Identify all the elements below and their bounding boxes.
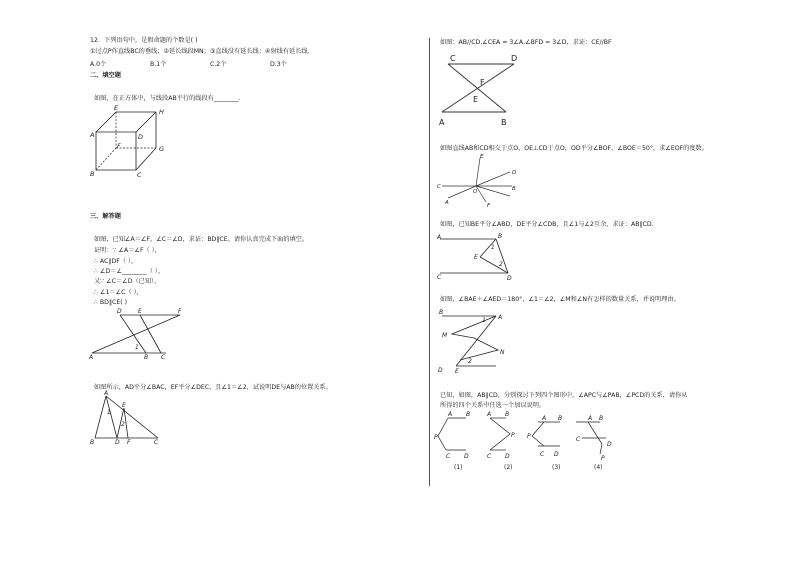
q3-right-stem: 如图，已知BE平分∠ABD，DE平分∠CDB，且∠1与∠2互余，求证：AB∥CD.	[440, 221, 654, 228]
cube-label-h: H	[159, 108, 164, 116]
tri-label-e: E	[122, 402, 126, 409]
int-label-f: F	[487, 203, 491, 209]
zigzag-figure	[436, 306, 516, 376]
f2-label-p: P	[511, 432, 515, 439]
q4-right-stem: 如图，∠BAE＋∠AED＝180°，∠1＝∠2，∠M和∠N有怎样的数量关系，并说明理由。	[440, 296, 680, 303]
q5-right-stem-2: 所得的四个关系中任选一个加以说明。	[440, 402, 546, 409]
proof-label-1: 1	[135, 344, 139, 351]
q12-option-b: B.1个	[150, 61, 167, 68]
cube-label-a: A	[90, 131, 95, 139]
zz-label-d: D	[438, 367, 443, 374]
q4-left-stem: 如图所示，AD平分∠BAC，EF平分∠DEC，且∠1＝∠2，试说明DE与AB的位置关系。	[94, 384, 332, 391]
int-label-b: B	[512, 186, 516, 192]
proof-line-3: ∴ ∠D＝∠________（ ），	[94, 268, 165, 275]
f3-label-d: D	[554, 451, 559, 458]
tri-label-1: 1	[107, 409, 111, 416]
f4-label-b: B	[599, 415, 604, 422]
bisector-parallel-figure	[436, 229, 516, 283]
cube-label-f: F	[117, 142, 121, 150]
bp-label-c: C	[437, 274, 442, 281]
bp-label-a: A	[437, 234, 442, 241]
q12-option-a: A.0个	[90, 61, 107, 68]
tri-label-f: F	[127, 439, 131, 446]
f1-label-c: C	[446, 453, 451, 460]
cross-label-c: C	[450, 54, 456, 63]
cube-label-c: C	[137, 171, 142, 179]
angle-bisector-figure	[88, 392, 168, 446]
zz-label-b: B	[439, 309, 444, 316]
q1-right-stem: 如图：AB//CD,∠CEA = 3∠A,∠BFD = 3∠D，求证：CE//BF	[440, 39, 612, 46]
column-divider	[429, 38, 430, 486]
int-label-o: O	[473, 189, 478, 195]
cross-label-e: E	[473, 95, 479, 104]
f4-label-a: A	[588, 415, 593, 422]
caption-1: (1)	[454, 464, 463, 471]
f2-label-a: A	[487, 411, 492, 418]
cross-label-f: F	[480, 78, 485, 87]
int-label-e: E	[480, 154, 484, 160]
zz-label-m: M	[442, 332, 448, 339]
proof-figure	[88, 309, 188, 359]
proof-label-b: B	[144, 354, 149, 361]
f3-label-p: P	[527, 433, 531, 440]
zz-label-a: A	[498, 314, 503, 321]
f2-label-b: B	[505, 411, 510, 418]
zz-label-e: E	[455, 368, 459, 375]
fill-question: 如图，在正方体中，与线段AB平行的线段有________.	[94, 95, 241, 102]
f4-label-p: P	[601, 455, 605, 462]
section-2-heading: 二、填空题	[90, 72, 121, 79]
tri-label-2: 2	[121, 421, 125, 428]
f3-label-b: B	[558, 415, 563, 422]
caption-3: (3)	[552, 464, 561, 471]
int-label-c: C	[437, 184, 441, 190]
section-3-heading: 三、解答题	[90, 213, 121, 220]
bp-label-d: D	[507, 275, 512, 282]
q12-option-c: C.2个	[210, 61, 227, 68]
f4-label-d: D	[607, 441, 612, 448]
proof-label-e: E	[138, 308, 142, 315]
q2-right-stem: 如图直线AB和CD相交于点O，OE⊥CD于点O，OD平分∠BOF，∠BOE＝50°，求∠EOF的度数。	[440, 145, 708, 152]
intersecting-lines-figure	[436, 152, 526, 208]
int-label-d: D	[512, 170, 517, 176]
proof-line-4: 又∵ ∠C＝∠D（已知），	[94, 278, 161, 285]
cube-figure	[88, 104, 178, 182]
q12-option-d: D.3个	[270, 61, 287, 68]
cross-label-d: D	[511, 54, 518, 63]
caption-4: (4)	[594, 464, 603, 471]
tri-label-b: B	[90, 439, 95, 446]
f1-label-a: A	[448, 411, 453, 418]
proof-label-f: F	[178, 308, 182, 315]
q12-stem: 12．下列语句中，是假命题的个数是( )	[90, 37, 198, 44]
f3-label-a: A	[542, 415, 547, 422]
f1-label-b: B	[466, 411, 471, 418]
q12-items: ①过点P作直线BC的垂线；②延长线段MN；③直线没有延长线；④射线有延长线．	[90, 48, 314, 55]
int-label-a: A	[445, 200, 449, 206]
proof-label-d: D	[117, 308, 122, 315]
proof-line-2: ∴ AC∥DF（ ），	[94, 258, 138, 265]
q5-right-stem-1: 已知，如图，AB∥CD，分别探讨下列四个图形中，∠APC与∠PAB，∠PCD的关系，请你从	[440, 392, 688, 399]
proof-line-1: 证明：∵ ∠A＝∠F（ ），	[94, 247, 161, 254]
bp-label-e: E	[474, 254, 478, 261]
bp-label-1: 1	[491, 244, 495, 251]
caption-2: (2)	[504, 464, 513, 471]
cross-label-a: A	[439, 118, 445, 127]
proof-stem: 如图，已知∠A＝∠F，∠C＝∠D，求证：BD∥CE。请你认真完成下面的填空。	[94, 236, 309, 243]
zz-label-2: 2	[468, 358, 472, 365]
f2-label-c: C	[487, 453, 492, 460]
proof-label-a: A	[89, 354, 94, 361]
four-figures	[434, 410, 624, 472]
cube-label-g: G	[159, 145, 165, 153]
tri-label-a: A	[104, 390, 109, 397]
tri-label-c: C	[154, 439, 159, 446]
cube-label-d: D	[138, 133, 144, 141]
tri-label-d: D	[115, 439, 120, 446]
f1-label-p: P	[434, 434, 438, 441]
f3-label-c: C	[540, 451, 545, 458]
proof-line-6: ∴ BD∥CE( )	[94, 299, 128, 306]
cube-label-e: E	[114, 104, 119, 112]
f4-label-c: C	[576, 436, 581, 443]
f1-label-d: D	[464, 453, 469, 460]
cross-label-b: B	[501, 118, 507, 127]
bp-label-b: B	[498, 233, 503, 240]
f2-label-d: D	[505, 453, 510, 460]
proof-label-c: C	[161, 354, 166, 361]
zz-label-1: 1	[482, 317, 486, 324]
proof-line-5: ∴ ∠1＝∠C（ ），	[94, 289, 143, 296]
cube-label-b: B	[90, 170, 95, 178]
bp-label-2: 2	[499, 261, 503, 268]
zz-label-n: N	[500, 349, 505, 356]
parallel-cross-figure	[436, 50, 526, 128]
